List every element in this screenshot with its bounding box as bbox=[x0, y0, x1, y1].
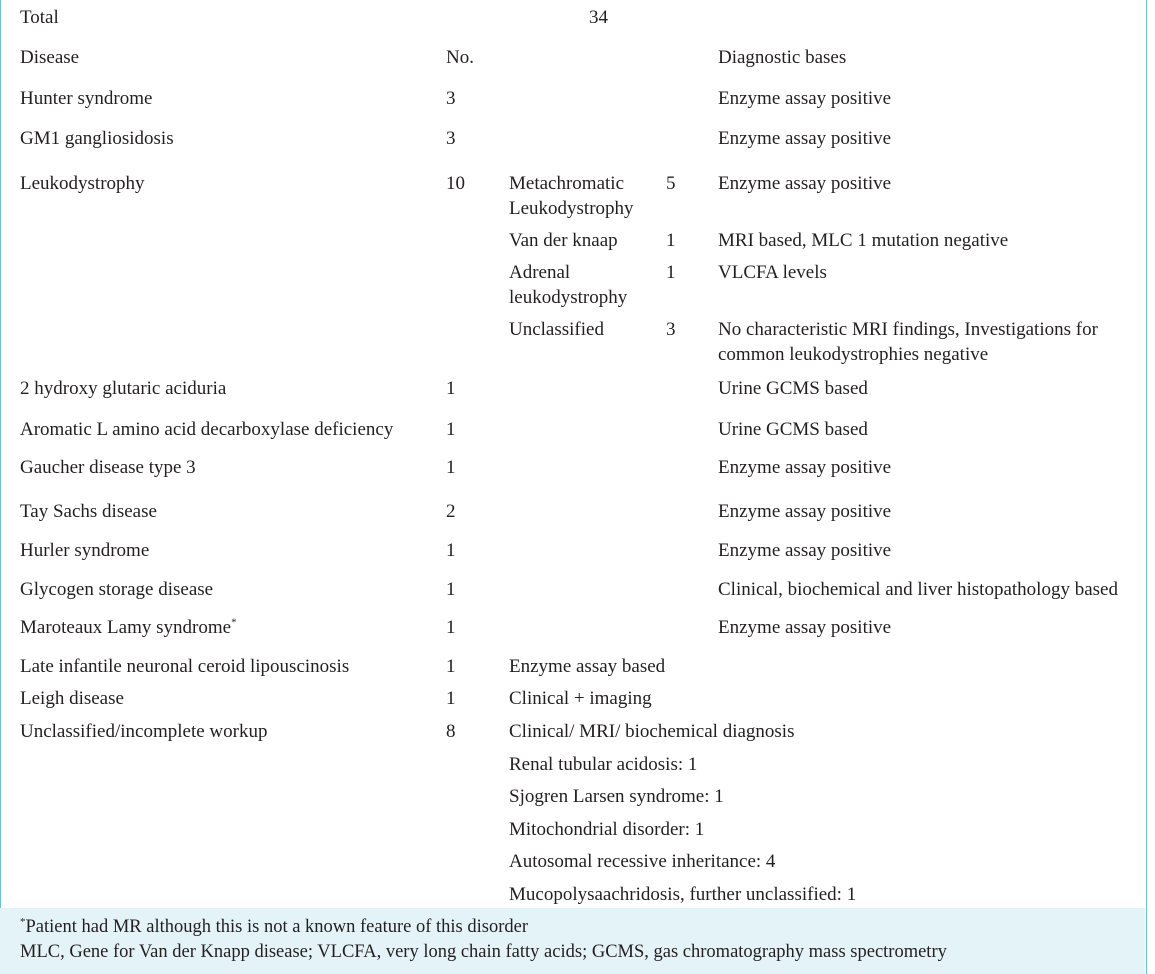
unclassified-detail: Sjogren Larsen syndrome: 1 bbox=[509, 786, 724, 807]
subtype-basis: MRI based, MLC 1 mutation negative bbox=[718, 230, 1009, 251]
subtype-basis: Enzyme assay positive bbox=[718, 173, 892, 194]
table-row-basis: Enzyme assay positive bbox=[718, 617, 892, 638]
subtype-basis: VLCFA levels bbox=[718, 262, 827, 283]
table-row-count: 2 bbox=[446, 501, 456, 522]
subtype-count: 1 bbox=[666, 262, 676, 283]
table-row-count: 3 bbox=[446, 128, 456, 149]
table-row-basis: Clinical + imaging bbox=[509, 688, 652, 709]
subtype-name: leukodystrophy bbox=[509, 287, 628, 308]
header-no: No. bbox=[446, 47, 474, 68]
table-row-basis: Urine GCMS based bbox=[718, 419, 868, 440]
table-row-disease: Leigh disease bbox=[20, 688, 124, 709]
table-row-basis: Enzyme assay based bbox=[509, 656, 666, 677]
table-row-count: 1 bbox=[446, 617, 456, 638]
footnote-2: MLC, Gene for Van der Knapp disease; VLCFA, very long chain fatty acids; GCMS, gas chromatography mass spectrometry bbox=[20, 942, 947, 962]
table-row-disease: Gaucher disease type 3 bbox=[20, 457, 196, 478]
table-row-disease: Leukodystrophy bbox=[20, 173, 145, 194]
table-row-disease: GM1 gangliosidosis bbox=[20, 128, 174, 149]
total-label: Total bbox=[20, 7, 59, 28]
subtype-count: 5 bbox=[666, 173, 676, 194]
table-row-count: 1 bbox=[446, 579, 456, 600]
table-row-disease: Hurler syndrome bbox=[20, 540, 150, 561]
table-row-basis: Urine GCMS based bbox=[718, 378, 868, 399]
table-row-count: 10 bbox=[446, 173, 465, 194]
subtype-basis: No characteristic MRI findings, Investigations for bbox=[718, 319, 1098, 340]
table-row-basis: Enzyme assay positive bbox=[718, 128, 892, 149]
table-row-count: 8 bbox=[446, 721, 456, 742]
subtype-name: Van der knaap bbox=[509, 230, 618, 251]
total-value: 34 bbox=[589, 7, 608, 28]
table-row-count: 1 bbox=[446, 457, 456, 478]
disease-name: Maroteaux Lamy syndrome bbox=[20, 617, 232, 638]
table-row-basis: Clinical/ MRI/ biochemical diagnosis bbox=[509, 721, 795, 742]
table-row-disease bbox=[20, 615, 237, 640]
header-disease: Disease bbox=[20, 47, 80, 68]
table-row-count: 3 bbox=[446, 88, 456, 109]
subtype-count: 3 bbox=[666, 319, 676, 340]
table-row-count: 1 bbox=[446, 540, 456, 561]
footnote-mark: * bbox=[20, 915, 26, 928]
table-row-count: 1 bbox=[446, 656, 456, 677]
subtype-count: 1 bbox=[666, 230, 676, 251]
table-row-basis: Enzyme assay positive bbox=[718, 88, 892, 109]
subtype-basis: common leukodystrophies negative bbox=[718, 344, 989, 365]
table-row-count: 1 bbox=[446, 419, 456, 440]
header-diagnostic-bases: Diagnostic bases bbox=[718, 47, 847, 68]
footnote-1 bbox=[20, 915, 528, 940]
subtype-name: Unclassified bbox=[509, 319, 604, 340]
footnote-mark: * bbox=[231, 616, 237, 629]
table-row-basis: Clinical, biochemical and liver histopathology based bbox=[718, 579, 1118, 600]
unclassified-detail: Mucopolysaachridosis, further unclassified: 1 bbox=[509, 884, 857, 905]
unclassified-detail: Mitochondrial disorder: 1 bbox=[509, 819, 705, 840]
table-row-disease: Aromatic L amino acid decarboxylase deficiency bbox=[20, 419, 394, 440]
table-row-disease: Unclassified/incomplete workup bbox=[20, 721, 268, 742]
subtype-name: Metachromatic bbox=[509, 173, 625, 194]
table-row-basis: Enzyme assay positive bbox=[718, 501, 892, 522]
table-row-basis: Enzyme assay positive bbox=[718, 457, 892, 478]
table-row-basis: Enzyme assay positive bbox=[718, 540, 892, 561]
subtype-name: Adrenal bbox=[509, 262, 571, 283]
footnote-1-text: Patient had MR although this is not a known feature of this disorder bbox=[25, 917, 529, 937]
table-row-disease: Tay Sachs disease bbox=[20, 501, 157, 522]
table-row-disease: Hunter syndrome bbox=[20, 88, 153, 109]
subtype-name: Leukodystrophy bbox=[509, 198, 634, 219]
unclassified-detail: Autosomal recessive inheritance: 4 bbox=[509, 851, 776, 872]
table-row-disease: 2 hydroxy glutaric aciduria bbox=[20, 378, 227, 399]
table-row-count: 1 bbox=[446, 688, 456, 709]
table-row-count: 1 bbox=[446, 378, 456, 399]
unclassified-detail: Renal tubular acidosis: 1 bbox=[509, 754, 698, 775]
table-row-disease: Glycogen storage disease bbox=[20, 579, 214, 600]
table-row-disease: Late infantile neuronal ceroid lipouscinosis bbox=[20, 656, 350, 677]
